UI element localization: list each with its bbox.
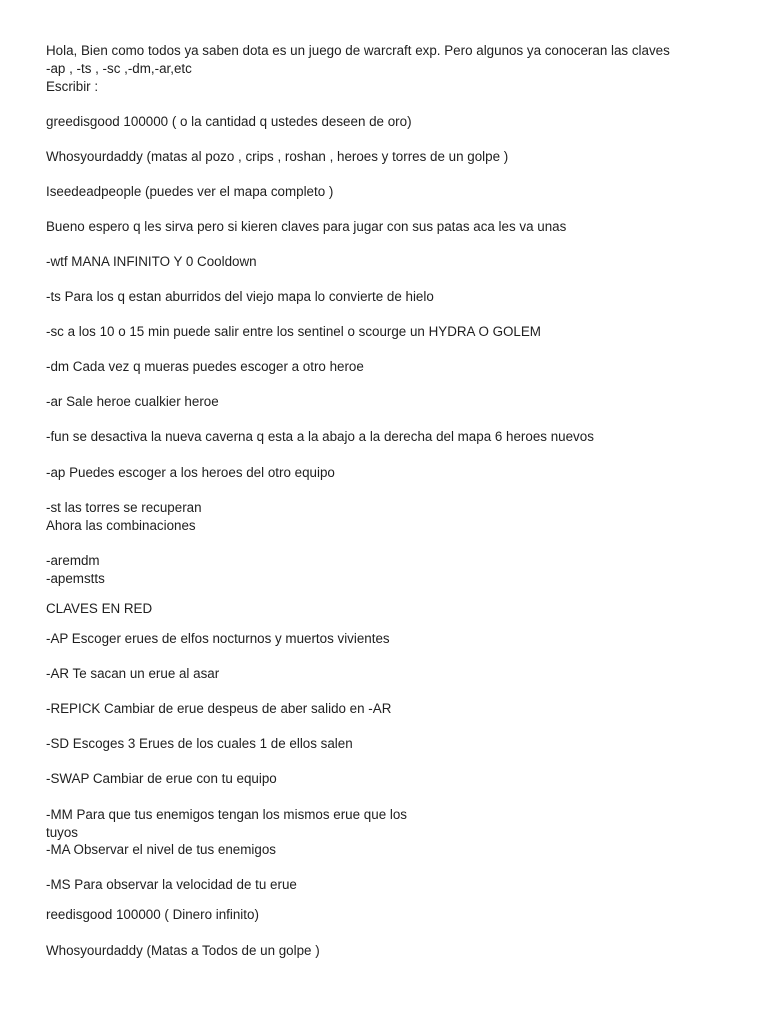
text-line-MA: -MA Observar el nivel de tus enemigos <box>46 842 276 857</box>
text-line-MM: -MM Para que tus enemigos tengan los mismos erue que los <box>46 807 407 822</box>
text-line-tuyos: tuyos <box>46 825 79 840</box>
text-line-AP: -AP Escoger erues de elfos nocturnos y muertos vivientes <box>46 631 390 646</box>
text-line-wtf: -wtf MANA INFINITO Y 0 Cooldown <box>46 254 257 269</box>
text-line-SWAP: -SWAP Cambiar de erue con tu equipo <box>46 771 277 786</box>
text-line-ar: -ar Sale heroe cualkier heroe <box>46 394 219 409</box>
text-line-SD: -SD Escoges 3 Erues de los cuales 1 de ellos salen <box>46 736 353 751</box>
text-line-REPICK: -REPICK Cambiar de erue despeus de aber salido en -AR <box>46 701 392 716</box>
text-line-whosyourdaddy-2: Whosyourdaddy (Matas a Todos de un golpe ) <box>46 943 320 958</box>
text-line-iseedeadpeople: Iseedeadpeople (puedes ver el mapa completo ) <box>46 184 334 199</box>
text-line-fun: -fun se desactiva la nueva caverna q esta a la abajo a la derecha del mapa 6 heroes nuevos <box>46 429 594 444</box>
text-line-ts: -ts Para los q estan aburridos del viejo mapa lo convierte de hielo <box>46 289 434 304</box>
text-line-escribir: Escribir : <box>46 79 99 94</box>
text-line-dm: -dm Cada vez q mueras puedes escoger a otro heroe <box>46 359 364 374</box>
text-line-combinaciones: Ahora las combinaciones <box>46 518 196 533</box>
text-line-whosyourdaddy: Whosyourdaddy (matas al pozo , crips , roshan , heroes y torres de un golpe ) <box>46 149 509 164</box>
text-line-aremdm: -aremdm <box>46 553 100 568</box>
text-line-apemstts: -apemstts <box>46 571 105 586</box>
text-line-st: -st las torres se recuperan <box>46 500 202 515</box>
section-heading-claves-en-red: CLAVES EN RED <box>46 601 153 616</box>
text-line-ap: -ap Puedes escoger a los heroes del otro equipo <box>46 465 335 480</box>
text-line-AR: -AR Te sacan un erue al asar <box>46 666 220 681</box>
text-line-greedisgood: greedisgood 100000 ( o la cantidad q ustedes deseen de oro) <box>46 114 412 129</box>
text-line-reedisgood: reedisgood 100000 ( Dinero infinito) <box>46 907 259 922</box>
text-line-MS: -MS Para observar la velocidad de tu erue <box>46 877 297 892</box>
text-line-codes-list: -ap , -ts , -sc ,-dm,-ar,etc <box>46 61 192 76</box>
text-line-sc: -sc a los 10 o 15 min puede salir entre los sentinel o scourge un HYDRA O GOLEM <box>46 324 541 339</box>
text-line-bueno-espero: Bueno espero q les sirva pero si kieren claves para jugar con sus patas aca les va unas <box>46 219 567 234</box>
text-line-intro: Hola, Bien como todos ya saben dota es un juego de warcraft exp. Pero algunos ya conoceran las claves <box>46 43 670 58</box>
